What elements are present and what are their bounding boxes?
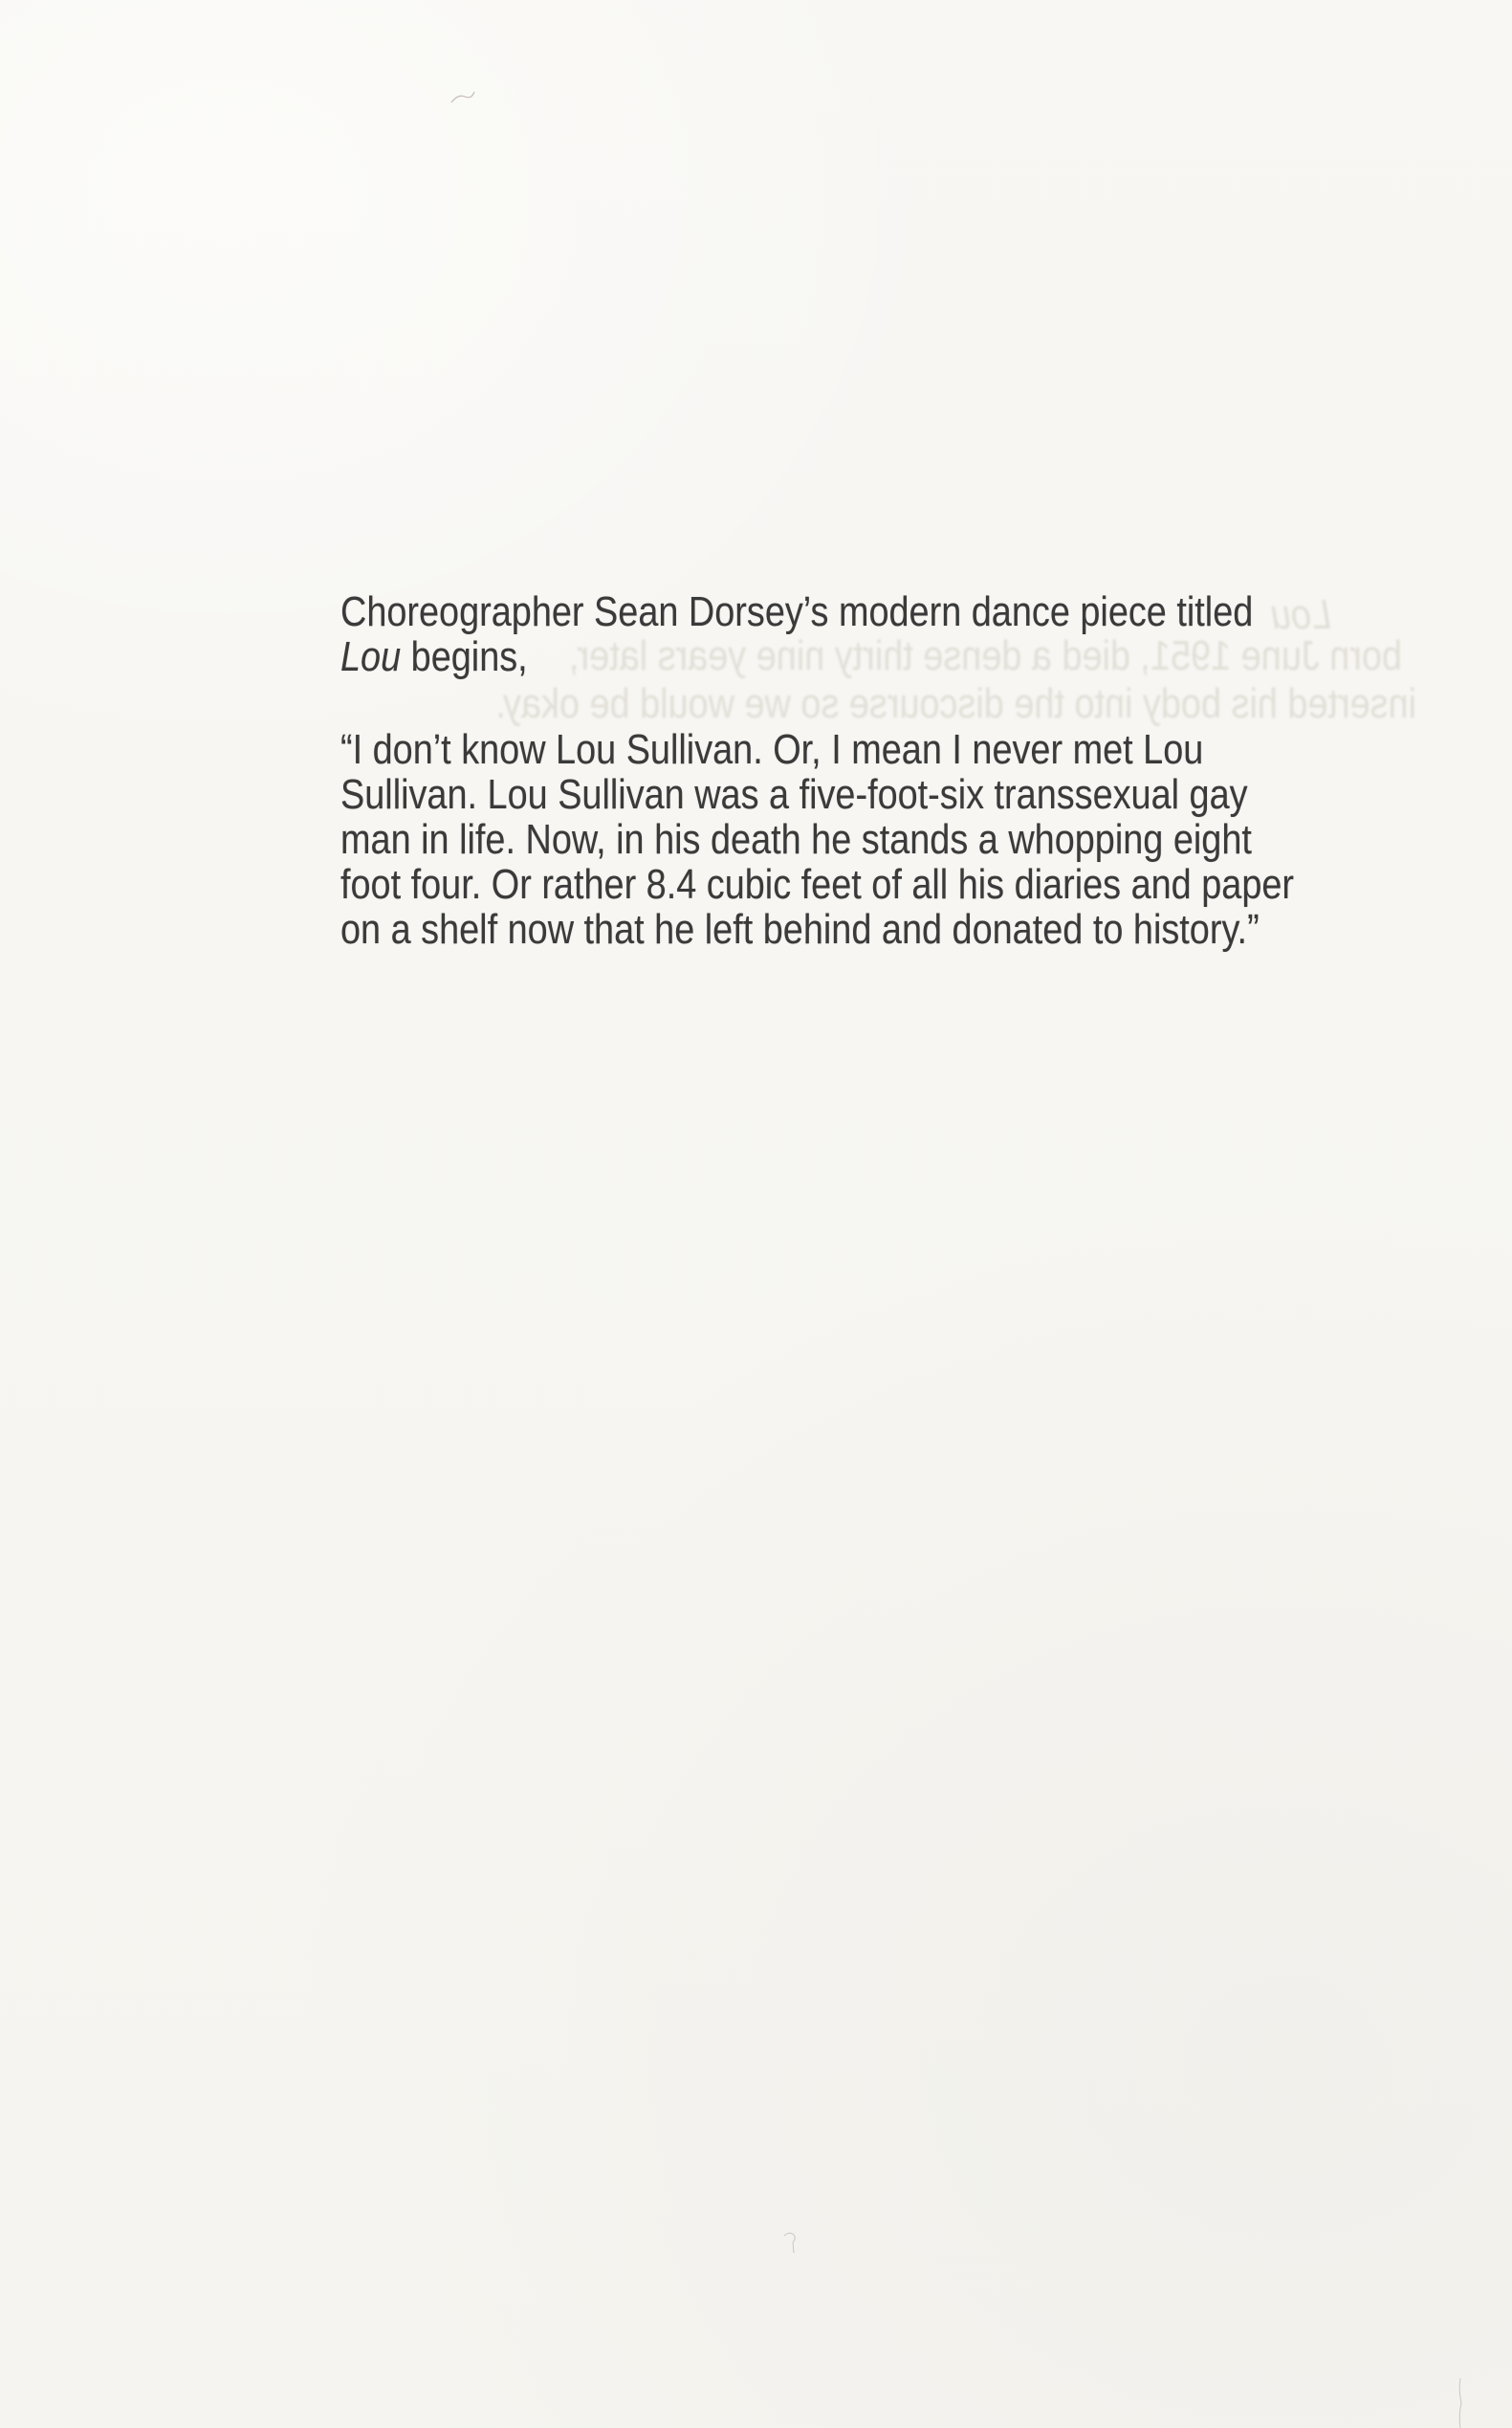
paper-crease-mark xyxy=(1456,2378,1465,2428)
paper-fiber-mark xyxy=(782,2229,801,2261)
intro-line-1: Choreographer Sean Dorsey’s modern dance piece titled xyxy=(340,588,1254,635)
intro-line-2-rest: begins, xyxy=(401,633,528,680)
showthrough-line-1 xyxy=(1270,591,1401,638)
quote-line-5: on a shelf now that he left behind and donated to history.” xyxy=(340,906,1260,953)
showthrough-text-1: Lou xyxy=(1270,591,1331,638)
quote-block xyxy=(340,727,1294,952)
quote-line-3: man in life. Now, in his death he stands a whopping eight xyxy=(340,816,1252,863)
body-text xyxy=(340,589,1294,952)
showthrough-line-3 xyxy=(495,680,1512,727)
intro-line-2 xyxy=(340,634,1294,679)
paper-fiber-mark xyxy=(449,88,476,112)
showthrough-text-2: born June 1951, died a dense thirty nine years later, xyxy=(569,632,1402,679)
dance-piece-title: Lou xyxy=(340,633,402,680)
quote-line-4: foot four. Or rather 8.4 cubic feet of all his diaries and paper xyxy=(340,861,1295,908)
quote-line-1: “I don’t know Lou Sullivan. Or, I mean I never met Lou xyxy=(340,726,1204,773)
quote-line-2: Sullivan. Lou Sullivan was a five-foot-six transsexual gay xyxy=(340,771,1248,818)
showthrough-text-3: inserted his body into the discourse so we would be okay. xyxy=(495,680,1416,727)
showthrough-line-2 xyxy=(569,632,1512,679)
